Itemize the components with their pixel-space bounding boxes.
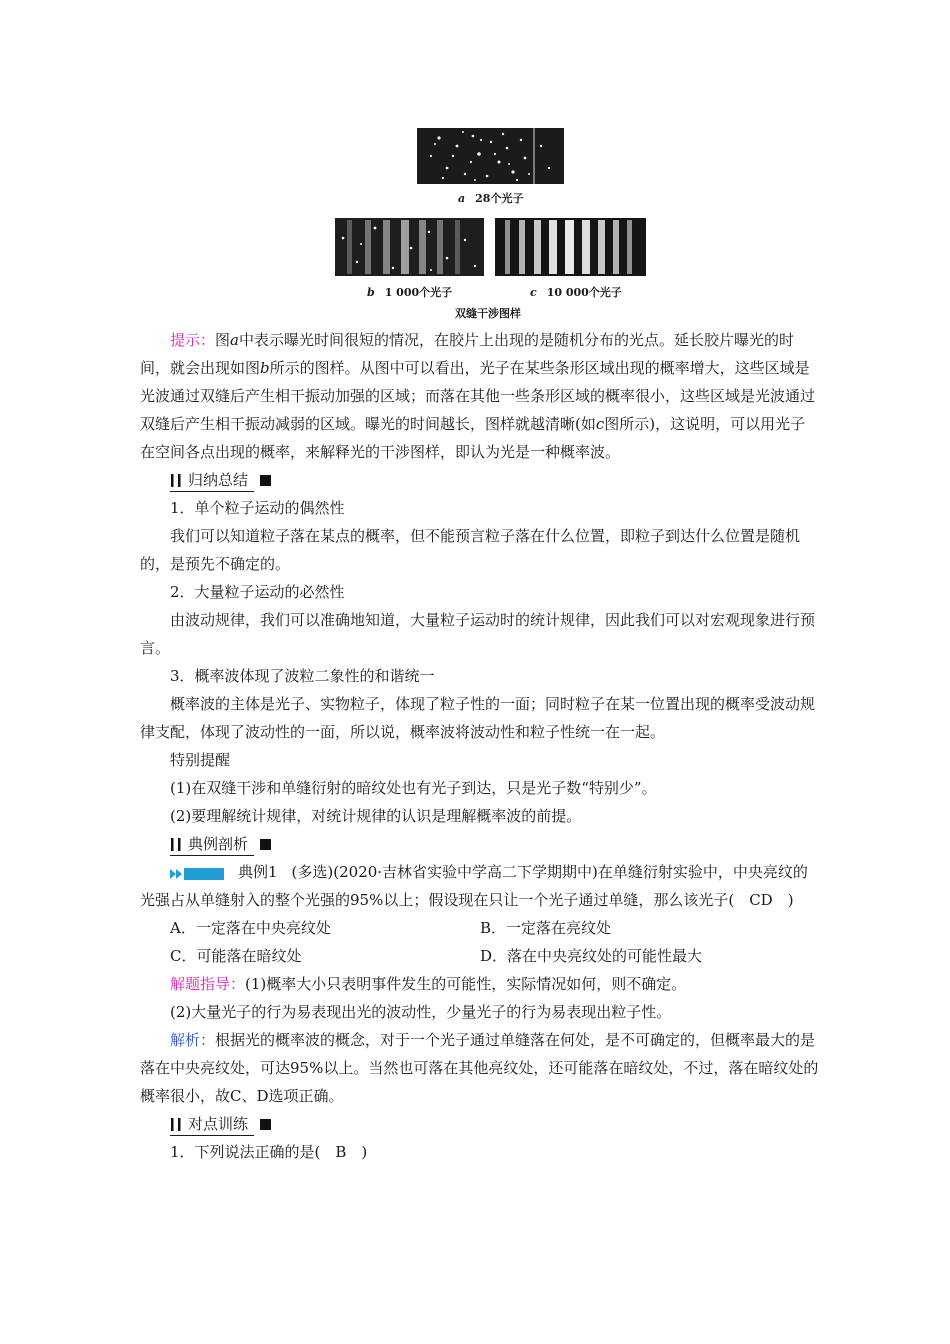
summary-item2-title: 2．大量粒子运动的必然性 [170,583,345,601]
analysis-label: 解析： [170,1031,216,1049]
guide-1: 解题指导：(1)概率大小只表明事件发生的可能性，实际情况如何，则不确定。 [170,975,687,993]
hint-label: 提示： [170,331,216,349]
section-bars-icon [170,1117,184,1131]
note-title: 特别提醒 [170,751,231,769]
example-options [140,914,820,970]
hint-paragraph: 提示：图a中表示曝光时间很短的情况，在胶片上出现的是随机分布的光点。延长胶片曝光的时间，就会出现如图b所示的图样。从图中可以看出，光子在某些条形区域出现的概率增大，这些区域是光波通过双缝后产生相干振动加强的区域；而落在其他一些条形区域的概率很小，这些区域是光波通过双缝后产生相干振动减弱的区域。曝光的时间越长，图样就越清晰(如c图所示)，这说明，可以用光子在空间各点出现的概率，来解释光的干涉图样，即认为光是一种概率波。 [140,331,816,461]
section-summary-heading: 归纳总结 [170,466,820,494]
photo-28-photons [417,128,564,184]
note-1: (1)在双缝干涉和单缝衍射的暗纹处也有光子到达，只是光子数“特别少”。 [170,779,657,797]
example-arrow-icon [170,868,224,880]
caption-a: a 28个光子 [458,192,524,205]
photo-1000-photons [335,218,484,276]
option-b: B．一定落在亮纹处 [480,919,612,937]
analysis-paragraph: 解析：根据光的概率波的概念，对于一个光子通过单缝落在何处，是不可确定的，但概率最大的是落在中央亮纹处，可达95%以上。当然也可落在其他亮纹处，还可能落在暗纹处，不过，落在暗纹处的概率很小，故C、D选项正确。 [140,1031,819,1105]
square-icon [260,839,271,850]
option-c: C．可能落在暗纹处 [170,947,302,965]
caption-c: c 10 000个光子 [530,286,622,299]
caption-b: b 1 000个光子 [367,286,453,299]
summary-item2-text: 由波动规律，我们可以准确地知道，大量粒子运动时的统计规律，因此我们可以对宏观现象进行预言。 [140,611,816,657]
section-practice-heading: 对点训练 [170,1110,820,1138]
figure-title: 双缝干涉图样 [455,307,521,320]
summary-item1-text: 我们可以知道粒子落在某点的概率，但不能预言粒子落在什么位置，即粒子到达什么位置是随机的，是预先不确定的。 [140,527,801,573]
note-2: (2)要理解统计规律，对统计规律的认识是理解概率波的前提。 [170,807,582,825]
summary-item1-title: 1．单个粒子运动的偶然性 [170,499,345,517]
section-example-heading: 典例剖析 [170,830,820,858]
section-bars-icon [170,473,184,487]
option-d: D．落在中央亮纹处的可能性最大 [480,947,703,965]
body-text [140,326,820,1166]
section-bars-icon [170,837,184,851]
guide-label: 解题指导： [170,975,246,993]
example-stem: 典例1 (多选)(2020·吉林省实验中学高二下学期期中)在单缝衍射实验中，中央亮纹的光强占从单缝射入的整个光强的95%以上；假设现在只让一个光子通过单缝，那么该光子( CD ) [140,863,808,909]
summary-item3-text: 概率波的主体是光子、实物粒子，体现了粒子性的一面；同时粒子在某一位置出现的概率受波动规律支配，体现了波动性的一面，所以说，概率波将波动性和粒子性统一在一起。 [140,695,816,741]
square-icon [260,1119,271,1130]
option-a: A．一定落在中央亮纹处 [170,919,331,937]
guide-2: (2)大量光子的行为易表现出光的波动性，少量光子的行为易表现出粒子性。 [170,1003,672,1021]
practice-q1: 1．下列说法正确的是( B ) [170,1143,368,1161]
square-icon [260,475,271,486]
summary-item3-title: 3．概率波体现了波粒二象性的和谐统一 [170,667,435,685]
photo-10000-photons [495,218,646,276]
